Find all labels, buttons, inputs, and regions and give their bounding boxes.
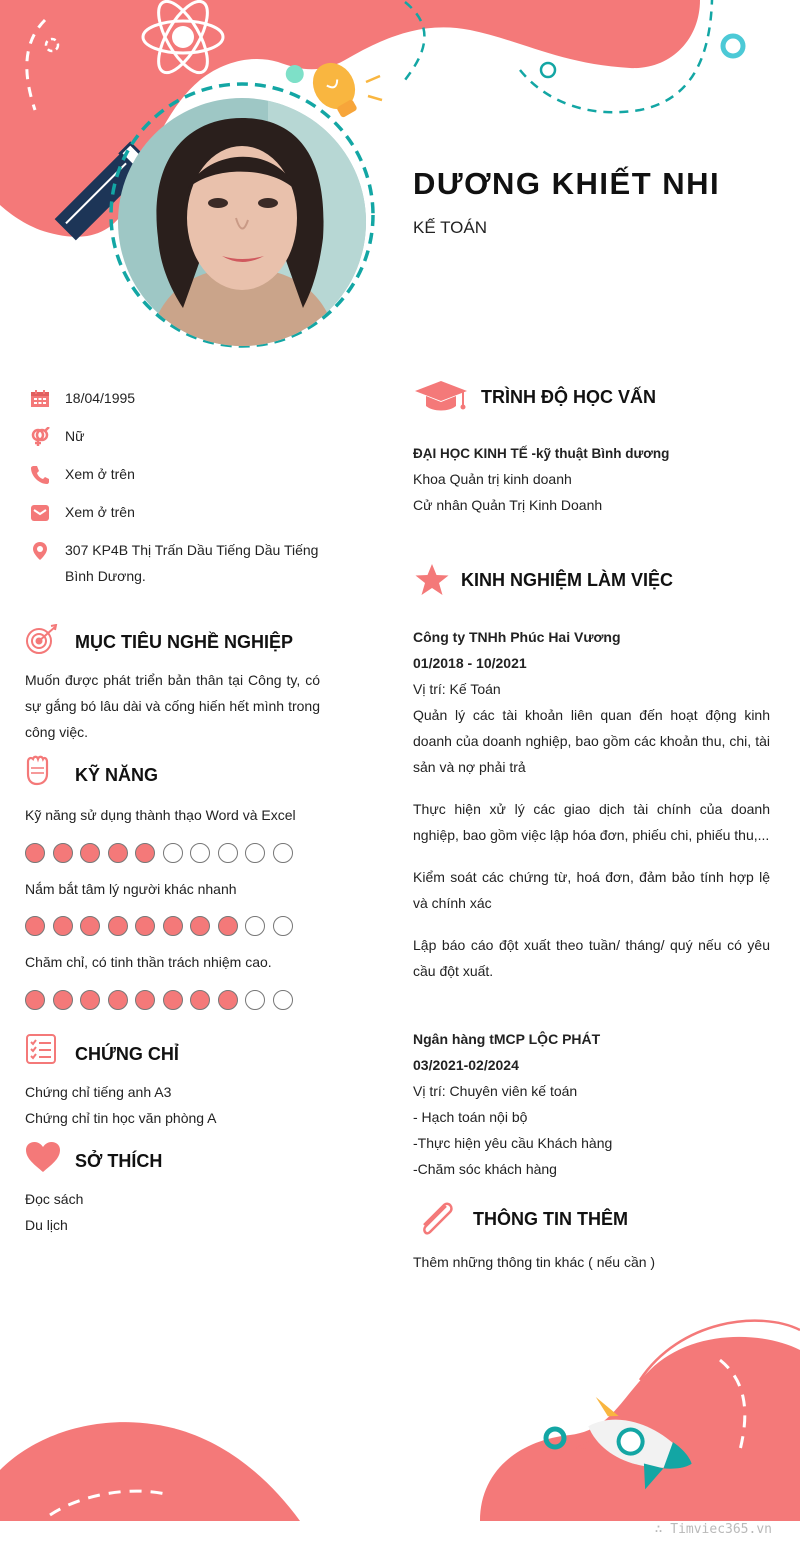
job-period: 03/2021-02/2024	[413, 1057, 519, 1073]
gender-text: Nữ	[65, 428, 85, 444]
skill-label: Kỹ năng sử dụng thành thạo Word và Excel	[25, 807, 296, 823]
hobby-item: Đọc sách	[25, 1191, 84, 1207]
hobbies-title: SỞ THÍCH	[75, 1151, 163, 1171]
education-title: TRÌNH ĐỘ HỌC VẤN	[481, 387, 656, 407]
rating-dot-filled	[190, 990, 210, 1010]
skill-label: Chăm chỉ, có tinh thần trách nhiệm cao.	[25, 954, 272, 970]
certificate-item: Chứng chỉ tiếng anh A3	[25, 1084, 172, 1100]
extra-text: Thêm những thông tin khác ( nếu cần )	[413, 1254, 656, 1270]
job-duty: -Chăm sóc khách hàng	[413, 1161, 557, 1177]
skill-rating	[25, 916, 293, 936]
certificate-item: Chứng chỉ tin học văn phòng A	[25, 1110, 217, 1126]
job-period: 01/2018 - 10/2021	[413, 655, 527, 671]
heart-icon	[25, 1141, 61, 1173]
education-degree: Cử nhân Quản Trị Kinh Doanh	[413, 497, 603, 513]
rating-dot-filled	[80, 990, 100, 1010]
email-text: Xem ở trên	[65, 504, 135, 520]
rating-dot-filled	[80, 916, 100, 936]
job-company: Ngân hàng tMCP LỘC PHÁT	[413, 1031, 601, 1047]
rating-dot-empty	[273, 916, 293, 936]
rating-dot-empty	[273, 843, 293, 863]
phone-text: Xem ở trên	[65, 466, 135, 482]
graduation-cap-icon	[413, 380, 469, 414]
experience-job-2	[413, 1026, 770, 1182]
rating-dot-filled	[135, 843, 155, 863]
candidate-role: KẾ TOÁN	[413, 218, 488, 237]
job-company: Công ty TNHh Phúc Hai Vương	[413, 629, 621, 645]
rating-dot-empty	[245, 843, 265, 863]
rating-dot-filled	[108, 990, 128, 1010]
address-text: 307 KP4B Thị Trấn Dầu Tiếng Dầu Tiếng Bình Dương.	[65, 542, 319, 584]
contact-birthday	[30, 389, 325, 411]
calendar-icon	[30, 389, 50, 409]
education-school: ĐẠI HỌC KINH TẾ -kỹ thuật Bình dương	[413, 446, 670, 461]
rating-dot-empty	[190, 843, 210, 863]
skills-title: KỸ NĂNG	[75, 765, 159, 785]
rating-dot-filled	[135, 916, 155, 936]
job-duty: Kiểm soát các chứng từ, hoá đơn, đảm bảo tính hợp lệ và chính xác	[413, 869, 770, 911]
rating-dot-empty	[245, 990, 265, 1010]
avatar	[118, 98, 366, 346]
footer-watermark: ∴ Timviec365.vn	[654, 1522, 772, 1537]
checklist-icon	[25, 1033, 57, 1065]
job-position: Vị trí: Chuyên viên kế toán	[413, 1083, 578, 1099]
rating-dot-filled	[163, 916, 183, 936]
rating-dot-empty	[163, 843, 183, 863]
candidate-name: DƯƠNG KHIẾT NHI	[413, 166, 721, 201]
objective-title: MỤC TIÊU NGHỀ NGHIỆP	[75, 632, 294, 652]
rating-dot-filled	[190, 916, 210, 936]
paperclip-icon	[416, 1198, 458, 1240]
star-icon	[414, 563, 450, 597]
rating-dot-filled	[108, 843, 128, 863]
job-duty: -Thực hiện yêu cầu Khách hàng	[413, 1135, 613, 1151]
experience-job-1	[413, 624, 770, 984]
education-faculty: Khoa Quản trị kinh doanh	[413, 471, 572, 487]
skill-rating	[25, 990, 293, 1010]
rating-dot-filled	[25, 843, 45, 863]
birthday-text: 18/04/1995	[65, 390, 136, 406]
job-duty: Thực hiện xử lý các giao dịch tài chính của doanh nghiệp, bao gồm việc lập hóa đơn, phiếu chi, phiếu thu,...	[413, 801, 770, 843]
job-position: Vị trí: Kế Toán	[413, 681, 501, 697]
rating-dot-filled	[218, 916, 238, 936]
rating-dot-filled	[218, 990, 238, 1010]
location-icon	[30, 541, 50, 561]
contact-gender	[30, 427, 325, 449]
contact-phone	[30, 465, 325, 487]
rating-dot-empty	[218, 843, 238, 863]
experience-title: KINH NGHIỆM LÀM VIỆC	[461, 570, 674, 590]
objective-text: Muốn được phát triển bản thân tại Công ty, có sự gắng bó lâu dài và cống hiến hết mình trong công việc.	[25, 672, 320, 740]
email-icon	[30, 503, 50, 523]
rating-dot-filled	[108, 916, 128, 936]
rating-dot-filled	[53, 916, 73, 936]
contact-address	[30, 541, 325, 589]
job-duty: Lập báo cáo đột xuất theo tuần/ tháng/ quý nếu có yêu cầu đột xuất.	[413, 937, 770, 979]
contact-email	[30, 503, 325, 525]
footer-blob-left	[0, 1422, 300, 1521]
gender-icon	[30, 427, 50, 447]
target-icon	[25, 624, 59, 656]
certificates-title: CHỨNG CHỈ	[75, 1044, 179, 1064]
rating-dot-filled	[53, 990, 73, 1010]
skill-label: Nắm bắt tâm lý người khác nhanh	[25, 881, 237, 897]
footer-decoration	[0, 1300, 800, 1521]
extra-title: THÔNG TIN THÊM	[473, 1209, 628, 1229]
rating-dot-filled	[80, 843, 100, 863]
rating-dot-filled	[53, 843, 73, 863]
fist-icon	[25, 754, 49, 786]
job-duty: Quản lý các tài khoản liên quan đến hoạt động kinh doanh của doanh nghiệp, bao gồm các khoản thu, chi, tài sản và nợ phải trả	[413, 707, 770, 775]
rating-dot-empty	[245, 916, 265, 936]
rating-dot-filled	[25, 916, 45, 936]
rating-dot-filled	[25, 990, 45, 1010]
job-duty: - Hạch toán nội bộ	[413, 1109, 528, 1125]
hobby-item: Du lịch	[25, 1217, 68, 1233]
skill-rating	[25, 843, 293, 863]
phone-icon	[30, 465, 50, 485]
rating-dot-empty	[273, 990, 293, 1010]
rating-dot-filled	[135, 990, 155, 1010]
rating-dot-filled	[163, 990, 183, 1010]
